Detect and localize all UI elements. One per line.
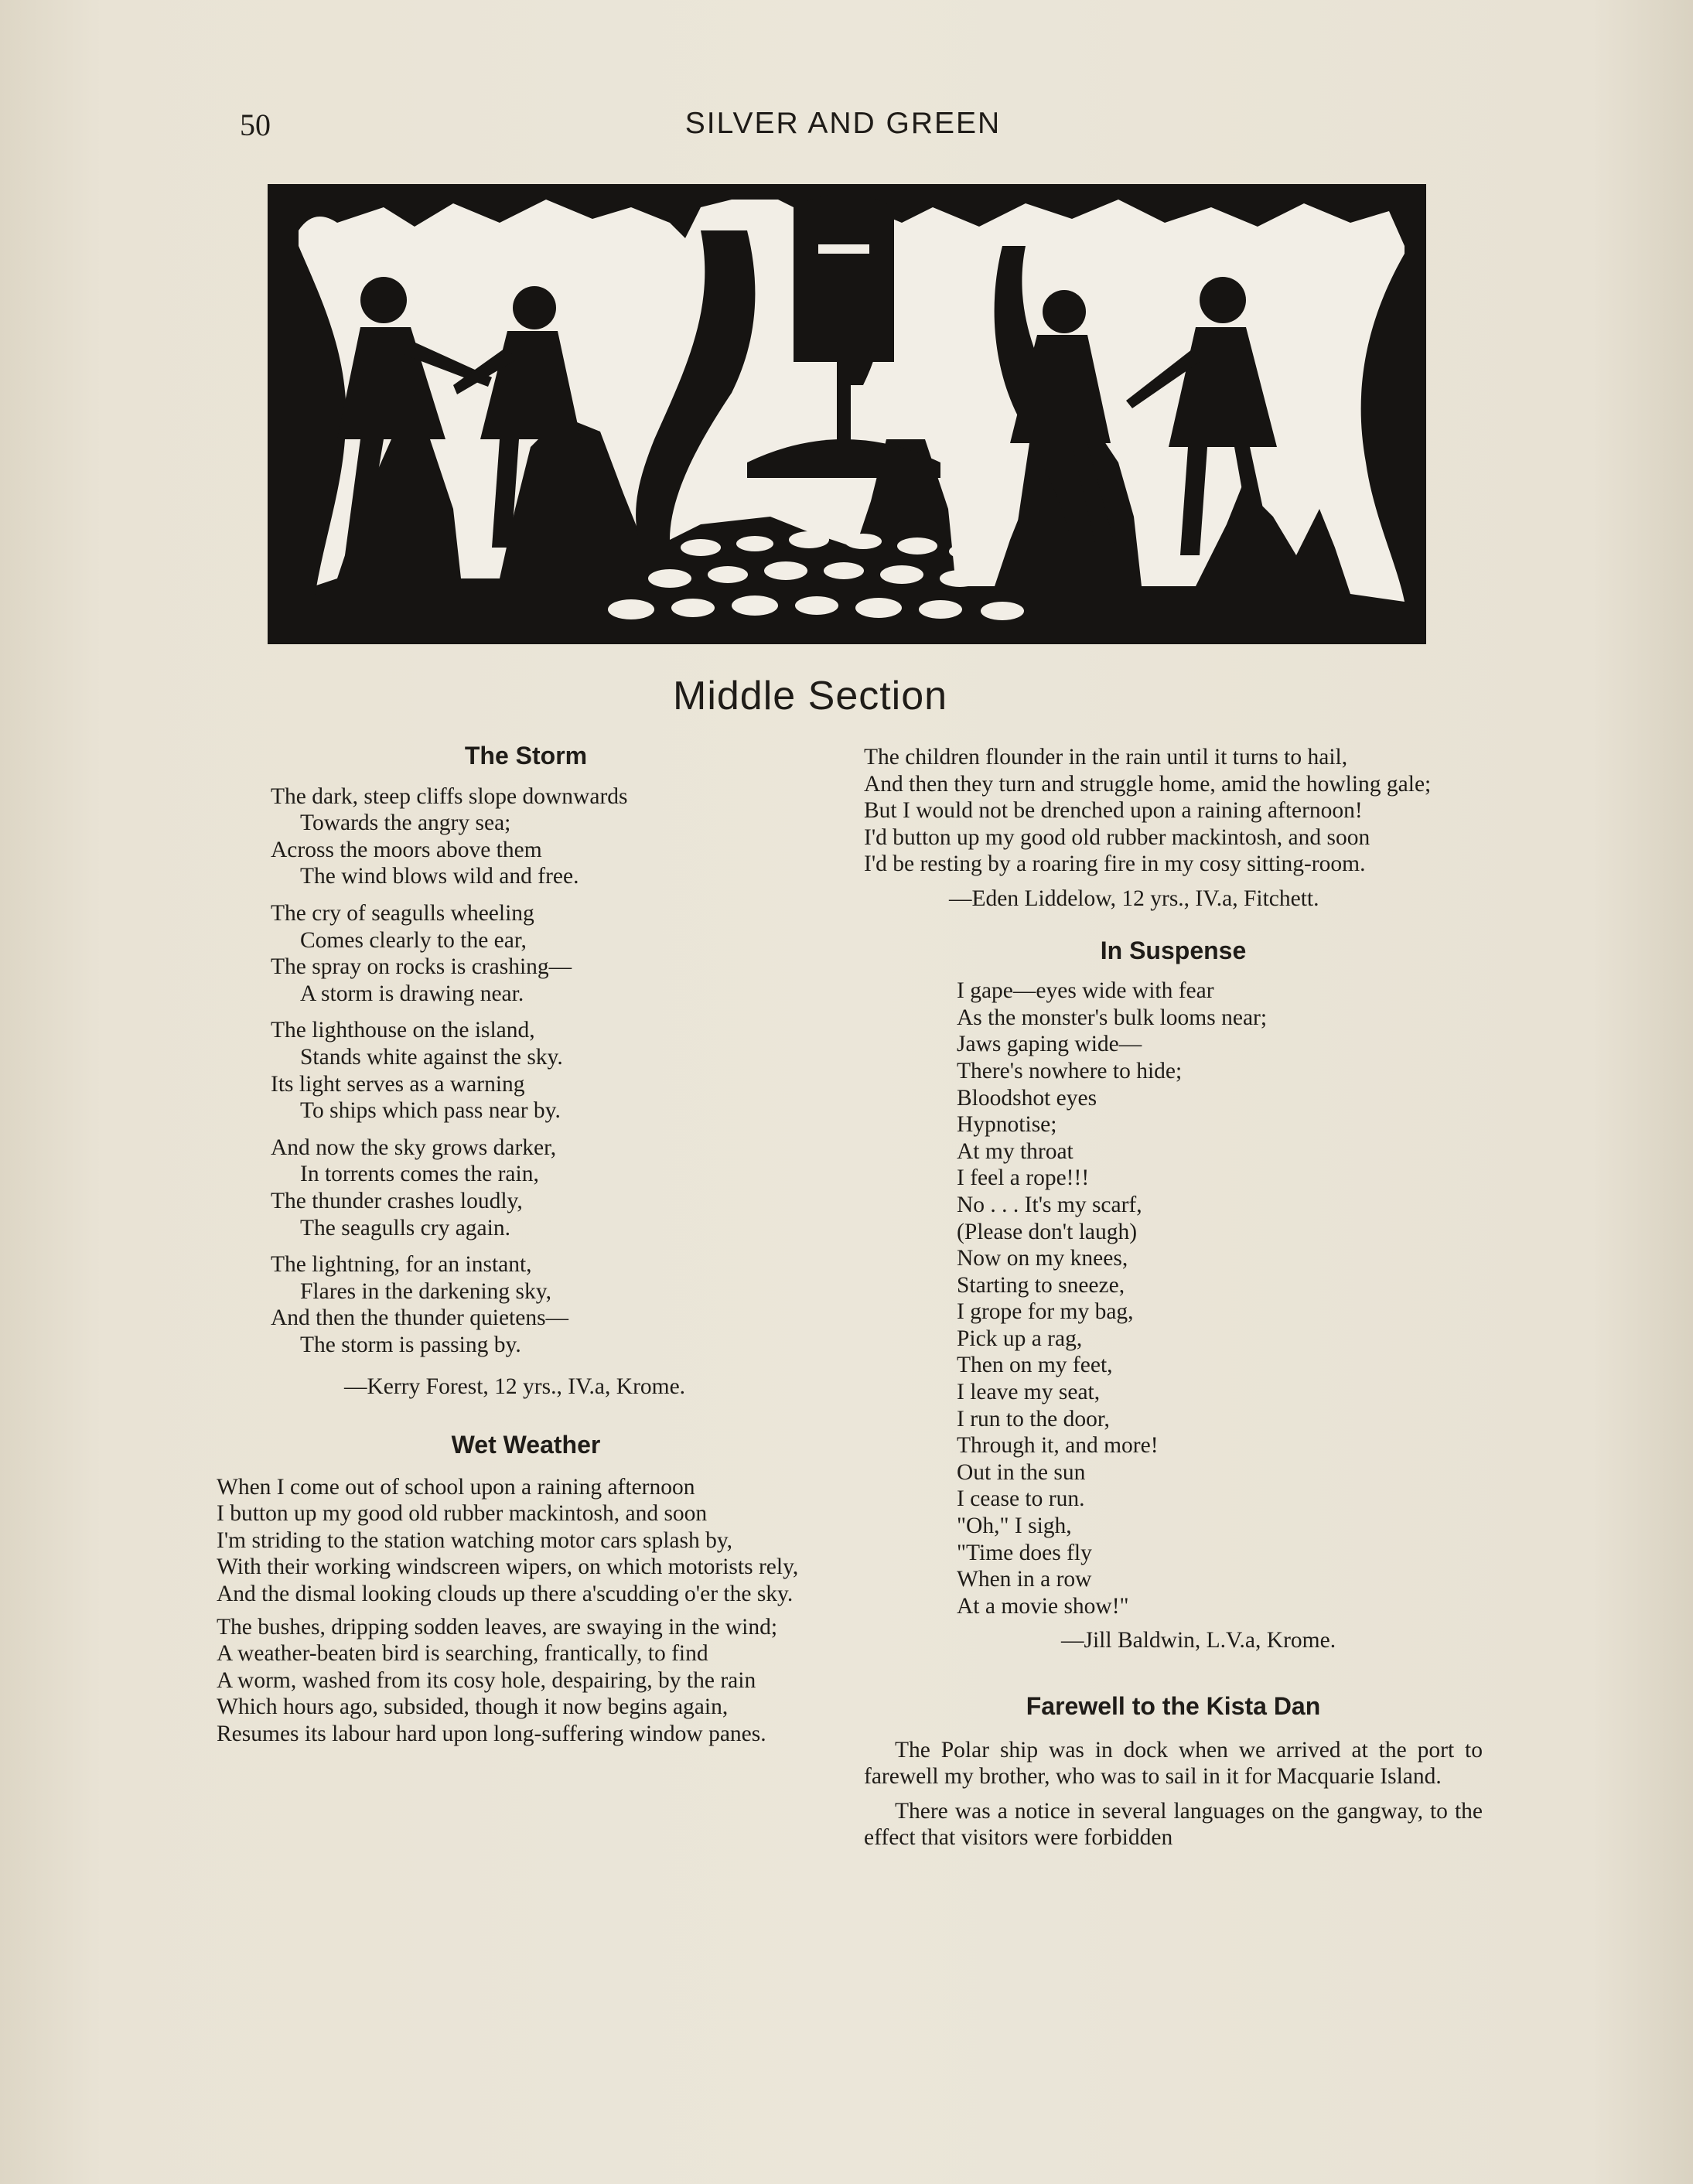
poem-line: I feel a rope!!!: [957, 1165, 1090, 1191]
poem-line: A worm, washed from its cosy hole, despairing, by the rain: [217, 1667, 756, 1693]
poem-line: I run to the door,: [957, 1406, 1110, 1432]
poem-line: I'm striding to the station watching motor cars splash by,: [217, 1527, 733, 1553]
poem-storm: [217, 783, 835, 1359]
poem-line: The cry of seagulls wheeling: [271, 900, 534, 926]
poem-line: But I would not be drenched upon a raining afternoon!: [864, 798, 1363, 824]
silhouette-illustration: [268, 184, 1426, 644]
poem-line: Flares in the darkening sky,: [300, 1278, 551, 1304]
poem-line: The lighthouse on the island,: [271, 1018, 535, 1043]
right-column: [864, 744, 1483, 1851]
poem-line: "Oh," I sigh,: [957, 1513, 1072, 1539]
poem-line: To ships which pass near by.: [300, 1098, 561, 1124]
poem-line: And then they turn and struggle home, amid the howling gale;: [864, 771, 1432, 797]
poem-title-in-suspense: In Suspense: [1100, 936, 1247, 964]
poem-line: The bushes, dripping sodden leaves, are swaying in the wind;: [217, 1614, 778, 1640]
poem-line: Across the moors above them: [271, 837, 542, 862]
section-title: Middle Section: [673, 674, 948, 718]
poem-line: Comes clearly to the ear,: [300, 927, 527, 953]
poem-line: The storm is passing by.: [300, 1332, 521, 1357]
poem-line: I'd button up my good old rubber mackintosh, and soon: [864, 824, 1370, 850]
poem-title-wet-weather: Wet Weather: [451, 1431, 601, 1459]
poem-line: Stands white against the sky.: [300, 1044, 563, 1070]
poem-line: The lightning, for an instant,: [271, 1252, 532, 1278]
poem-line: Hypnotise;: [957, 1112, 1057, 1138]
poem-line: When I come out of school upon a raining afternoon: [217, 1474, 695, 1500]
poem-line: The spray on rocks is crashing—: [271, 954, 572, 980]
poem-line: The wind blows wild and free.: [300, 864, 579, 889]
poem-line: The thunder crashes loudly,: [271, 1188, 523, 1213]
poem-line: As the monster's bulk looms near;: [957, 1005, 1268, 1030]
poem-line: "Time does fly: [957, 1540, 1092, 1565]
poem-line: And the dismal looking clouds up there a'scudding o'er the sky.: [217, 1582, 794, 1607]
poem-line: When in a row: [957, 1567, 1092, 1592]
poem-line: There's nowhere to hide;: [957, 1058, 1183, 1083]
poem-line: Now on my knees,: [957, 1246, 1128, 1271]
poem-line: Which hours ago, subsided, though it now begins again,: [217, 1694, 729, 1720]
poem-line: (Please don't laugh): [957, 1219, 1138, 1244]
article-paragraph: The Polar ship was in dock when we arrived at the port to farewell my brother, who was to sail in it for Macquarie Island.: [864, 1737, 1483, 1790]
poem-line: The children flounder in the rain until it turns to hail,: [864, 745, 1348, 770]
page-number: 50: [240, 107, 271, 142]
poem-line: I cease to run.: [957, 1486, 1085, 1512]
poem-line: Pick up a rag,: [957, 1326, 1083, 1351]
poem-line: A storm is drawing near.: [300, 981, 524, 1006]
poem-line: Its light serves as a warning: [271, 1071, 525, 1097]
poem-line: Starting to sneeze,: [957, 1272, 1125, 1298]
poem-wet-weather-continued: [864, 744, 1483, 878]
poem-title-storm: The Storm: [464, 742, 588, 770]
poem-line: A weather-beaten bird is searching, frantically, to find: [217, 1641, 708, 1667]
poem-line: I gape—eyes wide with fear: [957, 978, 1214, 1004]
poem-line: The dark, steep cliffs slope downwards: [271, 783, 628, 809]
running-head: SILVER AND GREEN: [684, 107, 1002, 140]
poem-line: No . . . It's my scarf,: [957, 1192, 1142, 1217]
poem-line: Bloodshot eyes: [957, 1085, 1097, 1111]
poem-wet-weather: [217, 1474, 835, 1748]
poem-line: Out in the sun: [957, 1459, 1086, 1485]
article-title-farewell: Farewell to the Kista Dan: [1026, 1692, 1321, 1720]
left-column: [217, 742, 835, 1748]
author-credit: —Jill Baldwin, L.V.a, Krome.: [1061, 1628, 1336, 1653]
poem-line: Resumes its labour hard upon long-suffering window panes.: [217, 1722, 766, 1746]
author-credit: —Kerry Forest, 12 yrs., IV.a, Krome.: [344, 1374, 686, 1400]
poem-line: The seagulls cry again.: [300, 1215, 510, 1240]
poem-line: I leave my seat,: [957, 1380, 1101, 1405]
poem-line: I'd be resting by a roaring fire in my cosy sitting-room.: [864, 851, 1366, 877]
author-credit: —Eden Liddelow, 12 yrs., IV.a, Fitchett.: [949, 886, 1319, 911]
poem-line: I grope for my bag,: [957, 1299, 1134, 1325]
poem-line: Through it, and more!: [957, 1433, 1159, 1459]
poem-line: With their working windscreen wipers, on which motorists rely,: [217, 1554, 799, 1580]
poem-line: In torrents comes the rain,: [300, 1162, 539, 1187]
poem-line: At a movie show!": [957, 1593, 1129, 1619]
poem-line: At my throat: [957, 1138, 1073, 1164]
poem-in-suspense: [864, 978, 1483, 1619]
poem-line: And then the thunder quietens—: [271, 1305, 569, 1331]
poem-line: And now the sky grows darker,: [271, 1135, 557, 1160]
poem-line: Towards the angry sea;: [300, 810, 511, 836]
poem-line: Then on my feet,: [957, 1353, 1113, 1378]
poem-line: I button up my good old rubber mackintosh, and soon: [217, 1501, 708, 1527]
article-paragraph: There was a notice in several languages on the gangway, to the effect that visitors were forbidden: [864, 1798, 1483, 1851]
poem-line: Jaws gaping wide—: [957, 1032, 1142, 1057]
